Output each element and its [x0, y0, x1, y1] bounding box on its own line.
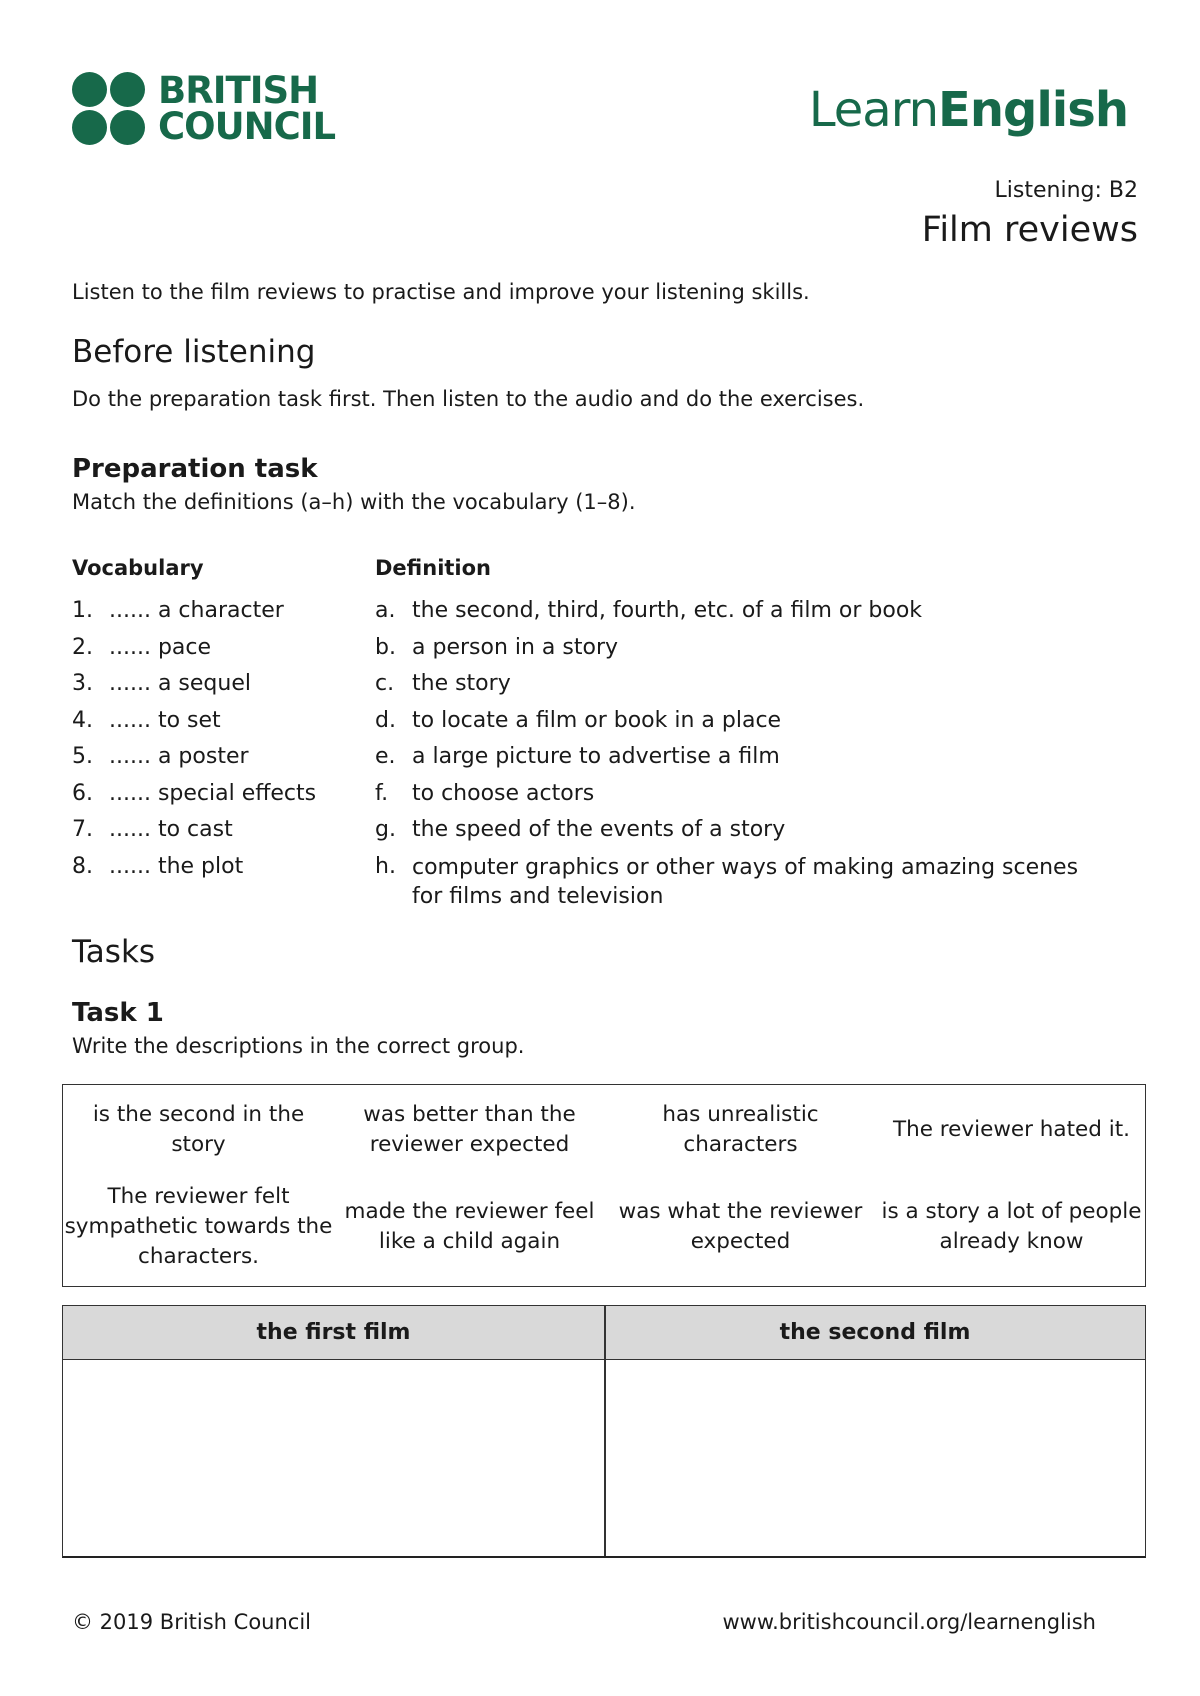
list-item: 2. ...... pace [72, 634, 212, 660]
vocabulary-list [72, 598, 316, 890]
list-item: 5. ...... a poster [72, 744, 249, 769]
description-item[interactable]: is the second in the story [92, 1102, 305, 1157]
list-item: c. the story [375, 671, 511, 696]
before-listening-text: Do the preparation task first. Then listen to the audio and do the exercises. [72, 387, 865, 411]
sorting-table [62, 1305, 1146, 1558]
list-item: a. the second, third, fourth, etc. of a film or book [375, 598, 923, 623]
list-item: f. to choose actors [375, 780, 595, 806]
copyright-text: © 2019 British Council [72, 1610, 312, 1634]
list-item: e. a large picture to advertise a film [375, 744, 780, 769]
list-item: b. a person in a story [375, 634, 619, 660]
learnenglish-brand: LearnEnglish [808, 82, 1128, 138]
british-council-logo [72, 69, 336, 148]
list-item: d. to locate a film or book in a place [375, 707, 782, 733]
definition-header: Definition [375, 556, 492, 580]
preparation-instruction: Match the definitions (a–h) with the vocabulary (1–8). [72, 490, 636, 514]
first-film-answer-area[interactable] [63, 1360, 604, 1556]
intro-text: Listen to the film reviews to practise and improve your listening skills. [72, 280, 810, 304]
list-item: h. computer graphics or other ways of making amazing scenes for films and television [375, 853, 1079, 909]
description-item[interactable]: has unrealistic characters [662, 1102, 819, 1157]
descriptions-box [62, 1084, 1146, 1287]
preparation-task-heading: Preparation task [72, 454, 318, 484]
list-item: 1. ...... a character [72, 598, 284, 623]
logo-text: BRITISH COUNCIL [158, 69, 336, 148]
list-item: 4. ...... to set [72, 707, 221, 733]
description-item[interactable]: is a story a lot of people already know [881, 1199, 1142, 1254]
definition-list [375, 598, 1115, 911]
task1-instruction: Write the descriptions in the correct group. [72, 1034, 525, 1058]
description-item[interactable]: The reviewer felt sympathetic towards the characters. [64, 1184, 333, 1269]
before-listening-heading: Before listening [72, 334, 316, 370]
description-item[interactable]: was better than the reviewer expected [363, 1102, 576, 1157]
description-item[interactable]: made the reviewer feel like a child again [344, 1199, 595, 1254]
website-url: www.britishcouncil.org/learnenglish [722, 1610, 1096, 1634]
description-item[interactable]: The reviewer hated it. [892, 1117, 1130, 1142]
list-item: g. the speed of the events of a story [375, 817, 786, 842]
second-film-answer-area[interactable] [605, 1360, 1145, 1556]
description-item[interactable]: was what the reviewer expected [618, 1199, 863, 1254]
first-film-column-header: the first film [63, 1306, 604, 1360]
level-label: Listening: B2 [994, 178, 1138, 203]
page-title: Film reviews [921, 210, 1138, 250]
task1-heading: Task 1 [72, 998, 164, 1028]
list-item: 8. ...... the plot [72, 853, 244, 879]
list-item: 6. ...... special effects [72, 780, 317, 806]
second-film-column-header: the second film [605, 1306, 1145, 1360]
vocabulary-header: Vocabulary [72, 556, 204, 580]
logo-dots-icon [72, 72, 146, 146]
list-item: 7. ...... to cast [72, 817, 233, 842]
list-item: 3. ...... a sequel [72, 671, 251, 696]
tasks-heading: Tasks [72, 934, 156, 970]
